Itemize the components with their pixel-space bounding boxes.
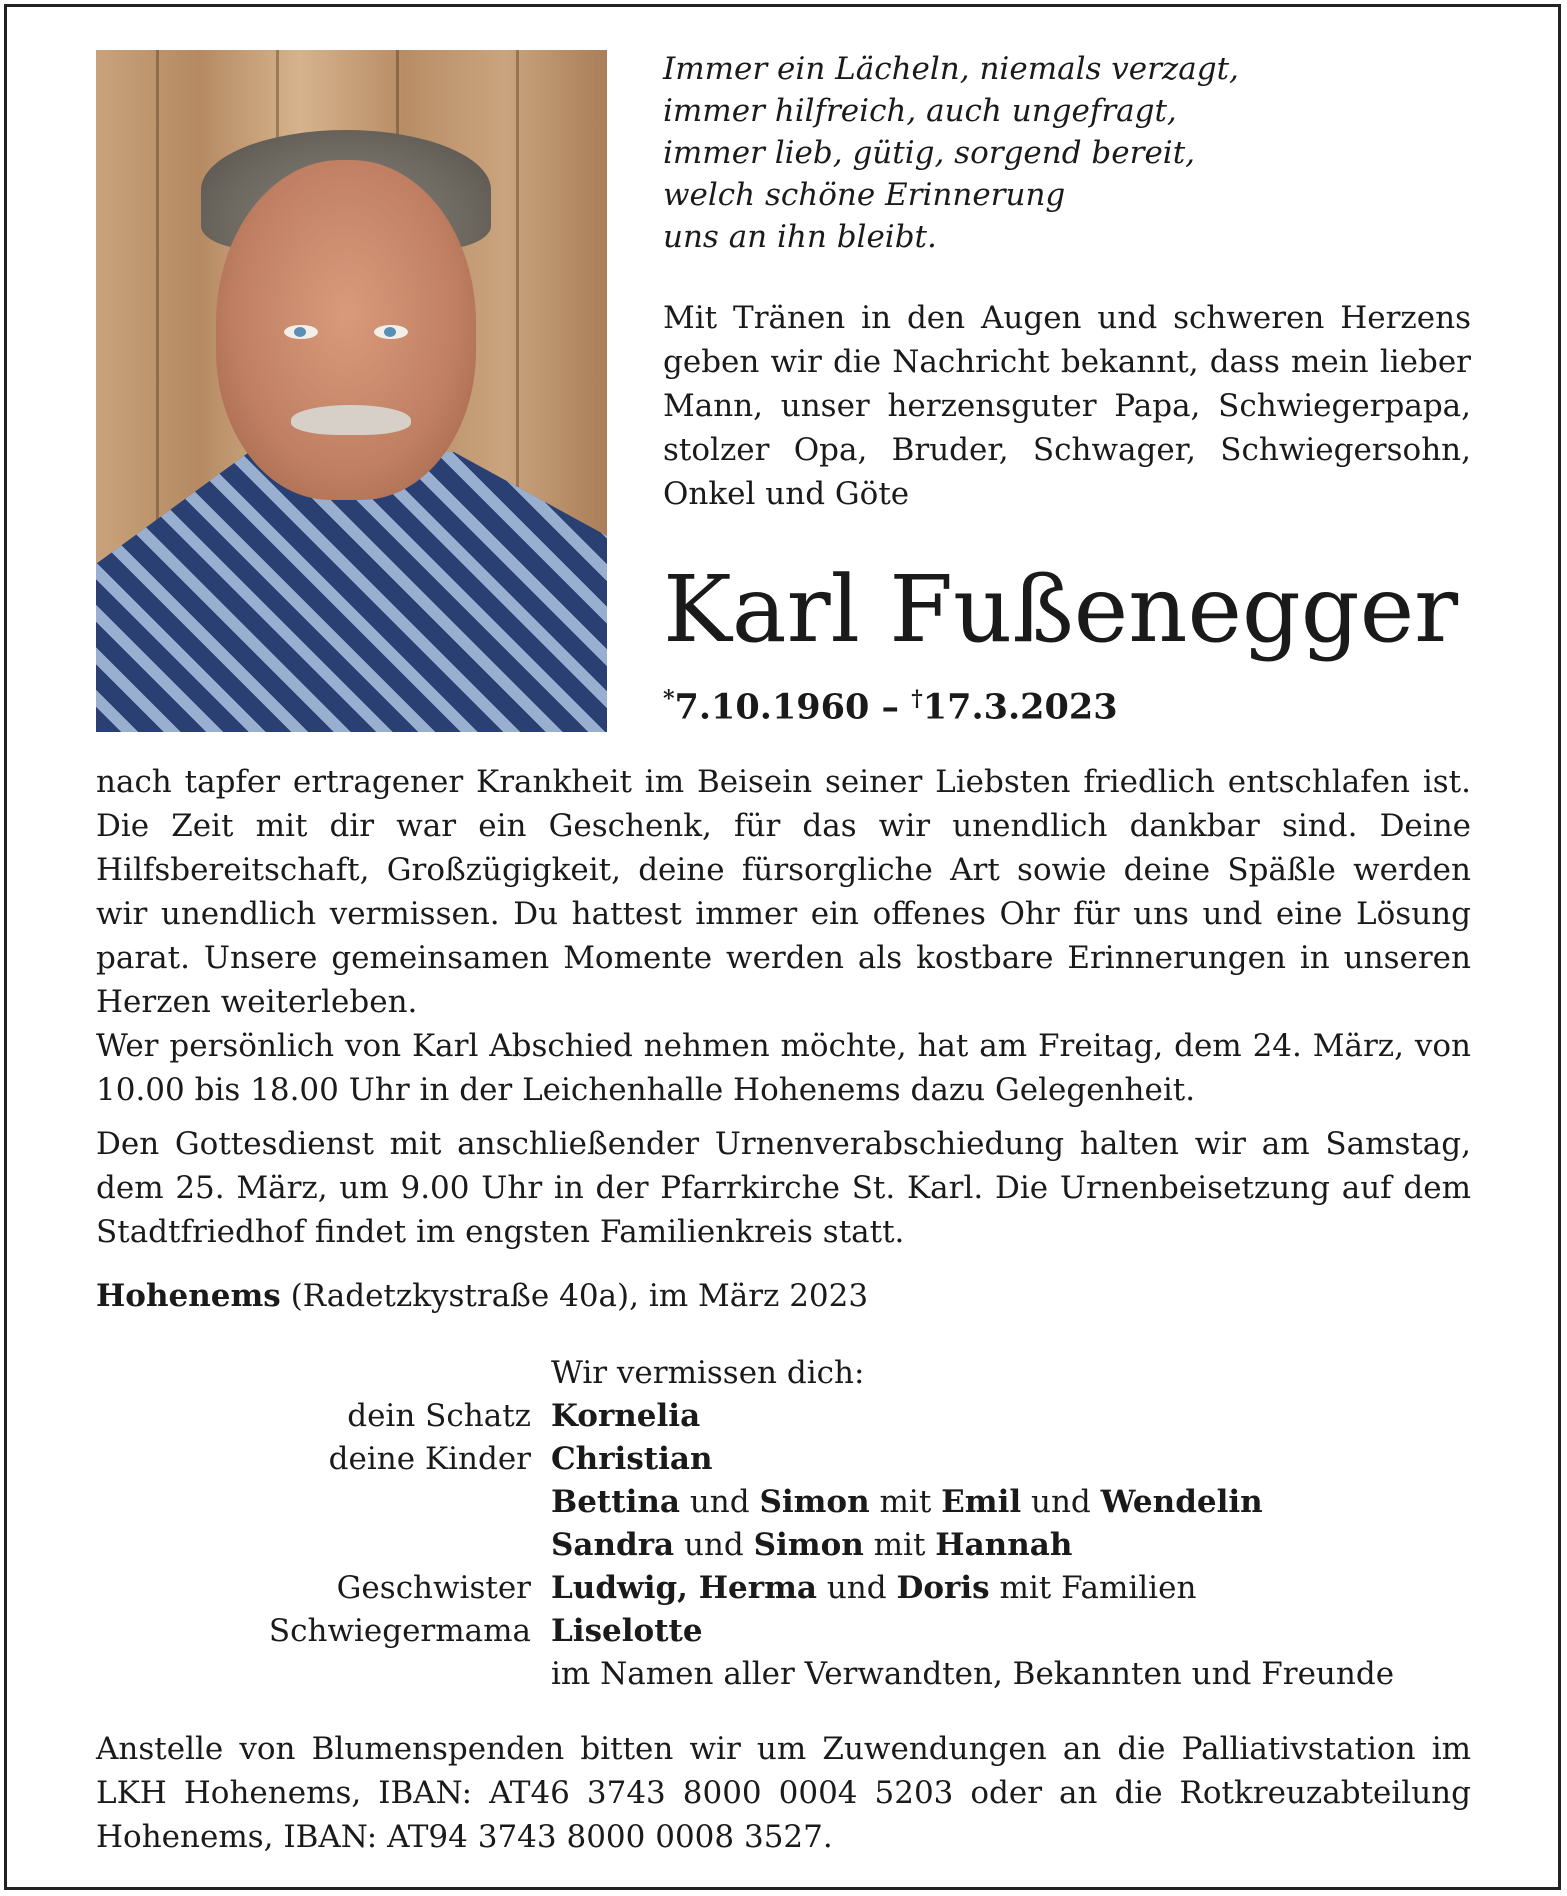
mourners-heading-row [96,1352,1496,1395]
date-dash: – [881,686,900,728]
body-paragraph-3: Den Gottesdienst mit anschließender Urnenverabschiedung halten wir am Samstag, dem 25. März, um 9.00 Uhr in der Pfarrkirche St. Karl. Die Urnenbeisetzung auf dem Stadtfriedhof findet im engsten Familienkreis statt. [96,1126,1471,1250]
left-eye [284,325,318,339]
mourner-name: Hannah [935,1527,1073,1563]
right-eye [374,325,408,339]
mourners-heading: Wir vermissen dich: [551,1355,865,1391]
mourner-row: Bettina und Simon mit Emil und Wendelin [551,1484,1263,1520]
birth-date: 7.10.1960 [674,686,870,728]
poem-line: welch schöne Erinnerung [663,177,1066,213]
relation-label: Schwiegermama [268,1613,531,1649]
relation-label: dein Schatz [347,1398,531,1434]
mourner-name: Simon [753,1527,864,1563]
mourner-name: Doris [896,1570,990,1606]
mourner-name: Sandra [551,1527,675,1563]
mourner-name: Christian [551,1441,713,1477]
mourner-name: Emil [941,1484,1022,1520]
mourner-name: Ludwig, Herma [551,1570,817,1606]
mourner-row [96,1610,1496,1653]
deceased-name: Karl Fußenegger [663,556,1459,663]
mourner-row [96,1653,1496,1696]
body-paragraph-2: Wer persönlich von Karl Abschied nehmen möchte, hat am Freitag, dem 24. März, von 10.00 bis 18.00 Uhr in der Leichenhalle Hohenems dazu Gelegenheit. [96,1028,1471,1108]
mourner-name: Liselotte [551,1613,703,1649]
poem [663,48,1239,258]
mourner-row [96,1395,1496,1438]
portrait-photo [96,50,607,732]
mourner-row [96,1438,1496,1481]
body-paragraph-1: nach tapfer ertragener Krankheit im Beisein seiner Liebsten friedlich entschlafen ist. Die Zeit mit dir war ein Geschenk, für das wir unendlich dankbar sind. Deine Hilfsbereitschaft, Großzügigkeit, deine fürsorgliche Art sowie deine Späßle werden wir unendlich vermissen. Du hattest immer ein offenes Ohr für uns und eine Lösung parat. Unsere gemeinsamen Momente werden als kostbare Erinnerungen in unseren Herzen weiterleben. [96,764,1471,1020]
mourner-name: Simon [759,1484,870,1520]
poem-line: immer hilfreich, auch ungefragt, [663,93,1177,129]
intro-text: Mit Tränen in den Augen und schweren Herzens geben wir die Nachricht bekannt, dass mein lieber Mann, unser herzensguter Papa, Schwiegerpapa, stolzer Opa, Bruder, Schwager, Schwiegersohn, Onkel und Göte [663,300,1471,512]
death-symbol: † [911,686,923,712]
place-detail: (Radetzkystraße 40a), im März 2023 [290,1278,869,1314]
relation-label: deine Kinder [328,1441,531,1477]
mourners-closing: im Namen aller Verwandten, Bekannten und Freunde [551,1656,1395,1692]
poem-line: Immer ein Lächeln, niemals verzagt, [663,51,1239,87]
donation-note: Anstelle von Blumenspenden bitten wir um Zuwendungen an die Palliativstation im LKH Hohenems, IBAN: AT46 3743 8000 0004 5203 oder an die Rotkreuzabteilung Hohenems, IBAN: AT94 3743 8000 0008 3527. [96,1731,1471,1855]
life-dates [663,686,1118,728]
mourner-name: Bettina [551,1484,680,1520]
mourner-name: Wendelin [1100,1484,1263,1520]
face [216,160,476,500]
poem-line: uns an ihn bleibt. [663,219,937,255]
moustache [291,405,411,435]
place-town: Hohenems [96,1278,281,1314]
mourner-row: Sandra und Simon mit Hannah [551,1527,1073,1563]
poem-line: immer lieb, gütig, sorgend bereit, [663,135,1196,171]
place-line [96,1278,868,1314]
death-date: 17.3.2023 [922,686,1118,728]
relation-label: Geschwister [336,1570,531,1606]
birth-symbol: * [663,686,675,712]
mourners-list [96,1352,1496,1696]
mourner-row: Geschwister Ludwig, Herma und Doris mit Familien [96,1567,1496,1610]
mourner-name: Kornelia [551,1398,701,1434]
